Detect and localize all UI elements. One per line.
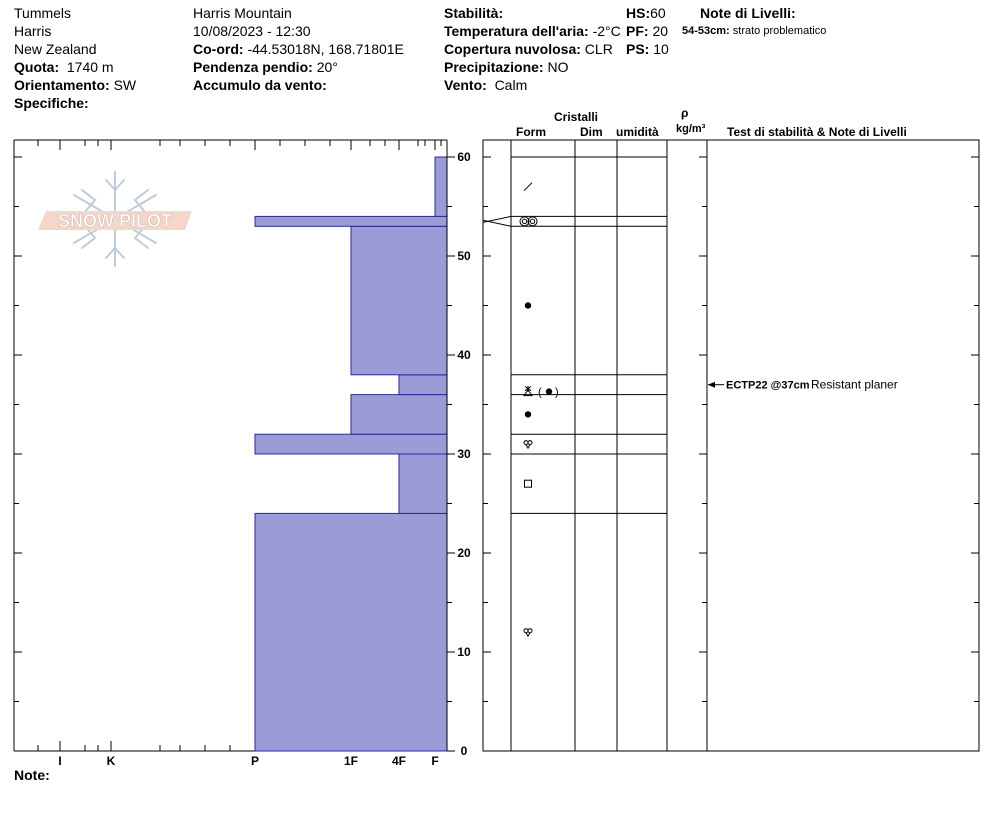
hardness-bar-2 bbox=[255, 434, 447, 454]
secondary-form-paren-icon: ) bbox=[555, 386, 559, 399]
rounding-faceted-icon bbox=[524, 441, 528, 445]
grain-form-rounded-icon bbox=[525, 302, 531, 308]
elevation: Quota: 1740 m bbox=[14, 59, 114, 75]
hardness-tick-label-I: I bbox=[58, 754, 62, 768]
height-tick-label-30: 30 bbox=[457, 447, 471, 461]
grain-form-rounding-faceted-icon bbox=[524, 441, 532, 449]
notes-label: Note: bbox=[14, 767, 50, 783]
hardness-tick-label-K: K bbox=[106, 754, 116, 768]
density-unit-header: kg/m³ bbox=[676, 123, 706, 135]
snowpilot-logo bbox=[38, 172, 192, 266]
test-result-note: Resistant planer bbox=[811, 377, 898, 392]
organization: Harris bbox=[14, 23, 52, 39]
aspect: Orientamento: SW bbox=[14, 77, 137, 93]
hardness-bar-1 bbox=[399, 454, 447, 513]
height-tick-label-50: 50 bbox=[457, 249, 471, 263]
melt-form-inner-icon bbox=[530, 219, 534, 223]
grain-form-decomposing-icon bbox=[524, 183, 532, 191]
hardness-tick-label-4F: 4F bbox=[391, 754, 407, 768]
slope: Pendenza pendio: 20° bbox=[193, 59, 338, 75]
faceted-grain-icon bbox=[525, 480, 532, 487]
rounded-grain-icon bbox=[525, 411, 531, 417]
hardness-bars bbox=[255, 157, 447, 751]
size-header: Dim bbox=[580, 125, 603, 139]
moisture-header: umidità bbox=[616, 125, 659, 139]
rounding-faceted-icon bbox=[526, 445, 530, 449]
rounding-faceted-icon bbox=[528, 441, 532, 445]
wind-loading-label: Accumulo da vento: bbox=[193, 77, 327, 93]
hardness-bar-6 bbox=[255, 216, 447, 226]
hardness-tick-label-F: F bbox=[431, 754, 439, 768]
wind: Vento: Calm bbox=[444, 77, 528, 93]
grain-form-rounding-faceted-icon bbox=[524, 629, 532, 637]
height-axis bbox=[14, 140, 979, 758]
height-tick-label-40: 40 bbox=[457, 348, 471, 362]
logo-text: SNOW PILOT bbox=[58, 211, 172, 231]
form-header: Form bbox=[516, 125, 546, 139]
rounded-grain-icon bbox=[546, 388, 552, 394]
test-result-code: ECTP22 @37cm bbox=[726, 379, 810, 392]
coordinates: Co-ord: -44.53018N, 168.71801E bbox=[193, 41, 404, 57]
height-tick-label-60: 60 bbox=[457, 150, 471, 164]
table-frame bbox=[483, 140, 979, 751]
hardness-bar-3 bbox=[351, 395, 447, 435]
location: Harris Mountain bbox=[193, 5, 292, 21]
layer-notes-title: Note di Livelli: bbox=[700, 5, 796, 21]
rho-header: ρ bbox=[681, 106, 689, 120]
decomposing-grain-icon bbox=[524, 183, 532, 191]
observer-name: Tummels bbox=[14, 5, 72, 21]
rounding-faceted-icon bbox=[528, 629, 532, 633]
layer-note-entry: 54-53cm: strato problematico bbox=[682, 25, 827, 37]
grain-form-melt-forms-icon bbox=[520, 217, 537, 226]
height-tick-label-0: 0 bbox=[460, 744, 468, 758]
stability-tests bbox=[708, 378, 898, 392]
test-arrow-head-icon bbox=[708, 382, 715, 388]
rounding-faceted-icon bbox=[524, 629, 528, 633]
ps-value: PS: 10 bbox=[626, 41, 669, 57]
air-temperature: Temperatura dell'aria: -2°C bbox=[444, 23, 621, 39]
height-tick-label-10: 10 bbox=[457, 645, 471, 659]
hardness-tick-label-P: P bbox=[250, 754, 260, 768]
cloud-cover: Copertura nuvolosa: CLR bbox=[444, 41, 613, 57]
precipitation: Precipitazione: NO bbox=[444, 59, 569, 75]
melt-form-inner-icon bbox=[522, 219, 526, 223]
problem-layer-connector-bottom bbox=[483, 220, 511, 226]
grain-form-faceted-icon bbox=[525, 480, 532, 487]
hs-value: HS:60 bbox=[626, 5, 666, 21]
secondary-form-paren-icon: ( bbox=[538, 386, 542, 399]
hardness-bar-0 bbox=[255, 513, 447, 751]
grain-form-rounded-icon bbox=[525, 411, 531, 417]
country: New Zealand bbox=[14, 41, 97, 57]
stability-label: Stabilità: bbox=[444, 5, 504, 21]
stability-tests-header: Test di stabilità & Note di Livelli bbox=[727, 125, 907, 139]
rounding-faceted-icon bbox=[526, 633, 530, 637]
hardness-bar-5 bbox=[351, 226, 447, 374]
height-tick-label-20: 20 bbox=[457, 546, 471, 560]
specifics-label: Specifiche: bbox=[14, 95, 89, 111]
hardness-bar-7 bbox=[435, 157, 447, 216]
pf-value: PF: 20 bbox=[626, 23, 669, 39]
crystal-table bbox=[483, 140, 979, 751]
hardness-bar-4 bbox=[399, 375, 447, 395]
datetime: 10/08/2023 - 12:30 bbox=[193, 23, 311, 39]
hardness-tick-label-1F: 1F bbox=[343, 754, 359, 768]
crystals-header: Cristalli bbox=[554, 110, 599, 124]
grain-form-surface-hoar-rounded-icon bbox=[524, 386, 559, 399]
rounded-grain-icon bbox=[525, 302, 531, 308]
